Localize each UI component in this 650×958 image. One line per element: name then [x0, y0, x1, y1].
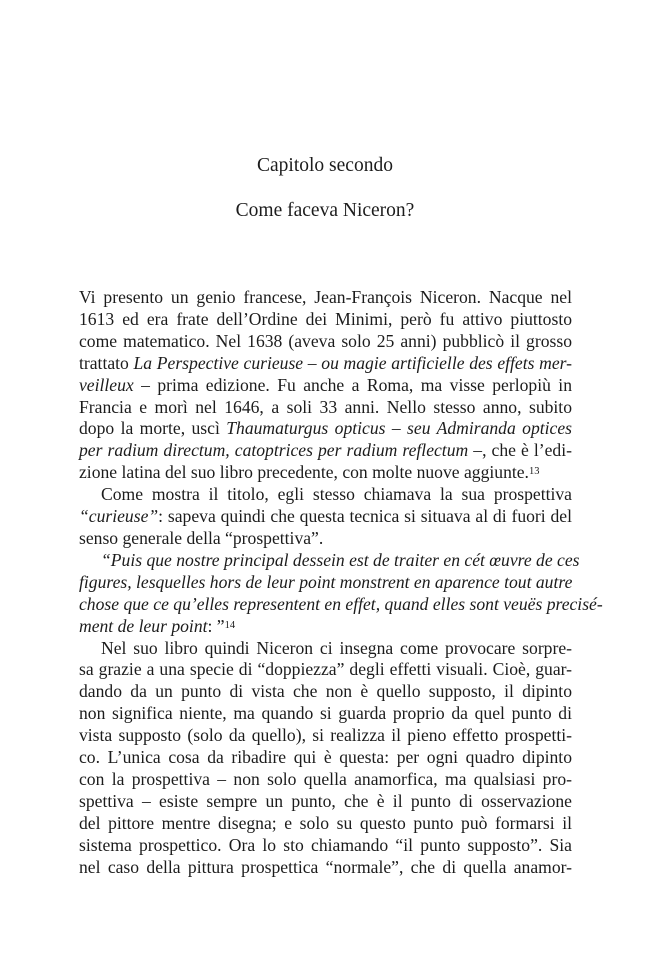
text-line: [79, 528, 572, 550]
text-line: [79, 287, 572, 309]
text-line: [79, 572, 572, 594]
text-line: [79, 418, 572, 440]
text-run: del pittore mentre disegna; e solo su questo punto può formarsi il: [79, 812, 572, 833]
text-run: spettiva – esiste sempre un punto, che è il punto di osservazione: [79, 790, 572, 811]
text-line: [79, 835, 572, 857]
chapter-title: Come faceva Niceron?: [235, 200, 415, 221]
italic-text: chose que ce qu’elles representent en effet, quand elles sont veuës precisé-: [79, 593, 603, 614]
text-line: [79, 703, 572, 725]
text-run: –, che è l’edi-: [468, 440, 572, 461]
text-line: [79, 484, 572, 506]
text-line: [79, 725, 572, 747]
text-line: [79, 638, 572, 660]
text-line: [79, 616, 572, 638]
text-line: [79, 593, 603, 616]
text-line: [79, 857, 572, 879]
text-run: zione latina del suo libro precedente, con molte nuove aggiunte.: [79, 462, 529, 483]
text-line: [79, 353, 572, 375]
italic-text: “curieuse”: [79, 506, 159, 527]
text-run: Francia e morì nel 1646, a soli 33 anni. Nello stesso anno, subito: [79, 396, 572, 417]
italic-text: “Puis que nostre principal dessein est de traiter en cét œuvre de ces: [101, 549, 580, 570]
text-line: [79, 331, 572, 353]
text-run: con la prospettiva – non solo quella anamorfica, ma qualsiasi pro-: [79, 768, 572, 789]
body-text: [79, 287, 603, 878]
text-line: [79, 440, 572, 462]
text-line: [79, 549, 580, 572]
text-run: co. L’unica cosa da ribadire qui è questa: per ogni quadro dipinto: [79, 747, 572, 768]
text-run: sa grazie a una specie di “doppiezza” degli effetti visuali. Cioè, guar-: [79, 659, 572, 680]
text-line: [79, 791, 572, 813]
text-line: [79, 681, 572, 703]
text-run: senso generale della “prospettiva”.: [79, 527, 324, 548]
text-line: [79, 659, 572, 681]
text-run: dando da un punto di vista che non è quello supposto, il dipinto: [79, 681, 572, 702]
footnote-marker: 13: [528, 466, 540, 478]
italic-text: figures, lesquelles hors de leur point monstrent en aparence tout autre: [79, 571, 573, 592]
text-line: [79, 747, 572, 769]
text-run: nel caso della pittura prospettica “normale”, che di quella anamor-: [79, 856, 572, 877]
text-run: Nel suo libro quindi Niceron ci insegna come provocare sorpre-: [101, 637, 572, 658]
italic-text: ment de leur point: [79, 615, 208, 636]
text-run: 1613 ed era frate dell’Ordine dei Minimi, però fu attivo piuttosto: [79, 308, 572, 329]
text-run: : sapeva quindi che questa tecnica si situava al di fuori del: [158, 506, 572, 527]
text-line: [79, 462, 572, 484]
italic-text: per radium directum, catoptrices per radium reflectum: [79, 440, 469, 461]
chapter-label: Capitolo secondo: [257, 155, 393, 176]
text-run: sistema prospettico. Ora lo sto chiamando “il punto supposto”. Sia: [79, 834, 572, 855]
text-run: Vi presento un genio francese, Jean-François Niceron. Nacque nel: [79, 287, 572, 307]
text-run: come matematico. Nel 1638 (aveva solo 25 anni) pubblicò il grosso: [79, 330, 572, 351]
text-run: : ”: [207, 615, 225, 636]
italic-text: veilleux: [79, 374, 134, 395]
text-run: dopo la morte, uscì: [79, 418, 227, 439]
text-run: non significa niente, ma quando si guarda proprio da quel punto di: [79, 703, 572, 724]
text-line: [79, 769, 572, 791]
footnote-marker: 14: [224, 619, 236, 631]
text-run: vista supposto (solo da quello), si realizza il pieno effetto prospetti-: [79, 725, 572, 746]
text-line: [79, 506, 572, 528]
text-line: [79, 813, 572, 835]
text-run: – prima edizione. Fu anche a Roma, ma visse perlopiù in: [133, 374, 572, 395]
text-run: trattato: [79, 352, 134, 373]
italic-text: La Perspective curieuse – ou magie artificielle des effets mer-: [133, 352, 572, 373]
text-line: [79, 309, 572, 331]
italic-text: Thaumaturgus opticus – seu Admiranda optices: [226, 418, 572, 439]
text-run: Come mostra il titolo, egli stesso chiamava la sua prospettiva: [101, 484, 572, 505]
text-line: [79, 397, 572, 419]
text-line: [79, 375, 572, 397]
